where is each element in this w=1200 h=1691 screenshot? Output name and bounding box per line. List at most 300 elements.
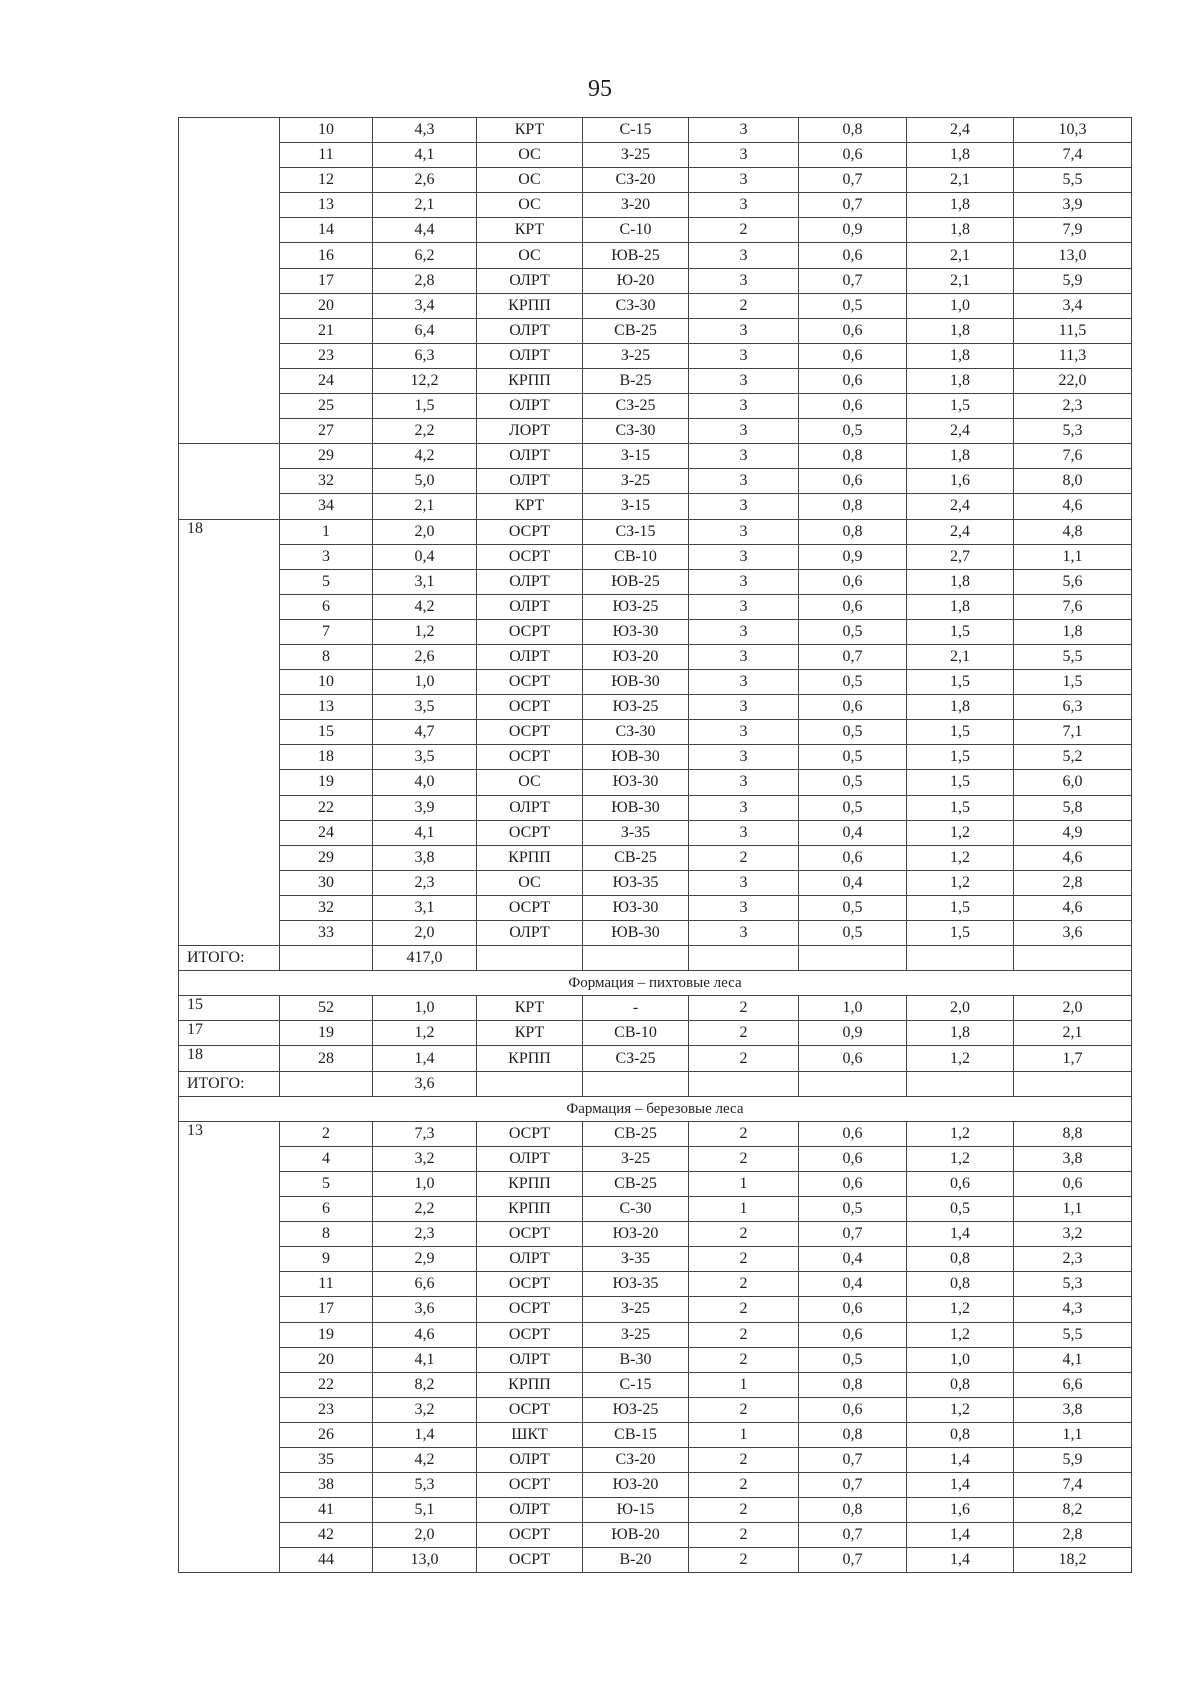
table-cell: 23 xyxy=(280,343,373,368)
table-cell: 1,5 xyxy=(907,795,1014,820)
total-row xyxy=(179,946,1132,971)
table-cell: ОСРТ xyxy=(477,1272,583,1297)
table-cell: 1,1 xyxy=(1014,544,1132,569)
table-cell: 0,7 xyxy=(799,1548,907,1573)
table-cell: 7,4 xyxy=(1014,1473,1132,1498)
table-cell: 1,2 xyxy=(907,1397,1014,1422)
table-cell: 5,3 xyxy=(1014,419,1132,444)
table-cell: 4,3 xyxy=(1014,1297,1132,1322)
table-cell: 4,0 xyxy=(373,770,477,795)
table-cell: 0,8 xyxy=(907,1422,1014,1447)
table-cell: 2,8 xyxy=(1014,870,1132,895)
table-cell: 32 xyxy=(280,895,373,920)
table-cell: 38 xyxy=(280,1473,373,1498)
table-row xyxy=(179,218,1132,243)
table-cell: 29 xyxy=(280,444,373,469)
table-cell: ОС xyxy=(477,770,583,795)
table-cell: 1,8 xyxy=(1014,619,1132,644)
table-cell: ЮЗ-30 xyxy=(583,619,689,644)
table-cell: ОСРТ xyxy=(477,544,583,569)
table-cell: 2,2 xyxy=(373,1197,477,1222)
table-cell: 5,9 xyxy=(1014,268,1132,293)
table-cell: 3 xyxy=(689,921,799,946)
table-cell: 3 xyxy=(689,670,799,695)
table-cell: 0,7 xyxy=(799,644,907,669)
table-cell: ОСРТ xyxy=(477,670,583,695)
table-cell: 27 xyxy=(280,419,373,444)
table-cell: 2 xyxy=(689,1222,799,1247)
table-cell: 12,2 xyxy=(373,368,477,393)
table-cell: 3 xyxy=(689,895,799,920)
table-cell: 0,4 xyxy=(373,544,477,569)
table-row xyxy=(179,469,1132,494)
table-cell: 8 xyxy=(280,1222,373,1247)
table-cell: ЮВ-30 xyxy=(583,670,689,695)
table-cell: 4 xyxy=(280,1146,373,1171)
quarter-cell xyxy=(179,444,280,519)
table-cell: СВ-25 xyxy=(583,845,689,870)
total-empty-cell xyxy=(799,946,907,971)
table-cell: З-35 xyxy=(583,1247,689,1272)
table-cell: 4,8 xyxy=(1014,519,1132,544)
table-cell: 3,5 xyxy=(373,695,477,720)
total-empty-cell xyxy=(280,946,373,971)
table-cell: 1,5 xyxy=(907,670,1014,695)
table-row xyxy=(179,1171,1132,1196)
table-cell: 1,5 xyxy=(907,720,1014,745)
table-cell: 2 xyxy=(689,1397,799,1422)
table-cell: СЗ-20 xyxy=(583,168,689,193)
total-row xyxy=(179,1071,1132,1096)
table-cell: 0,9 xyxy=(799,544,907,569)
table-cell: 8,8 xyxy=(1014,1121,1132,1146)
table-cell: 3,5 xyxy=(373,745,477,770)
total-empty-cell xyxy=(1014,946,1132,971)
table-cell: 4,2 xyxy=(373,1447,477,1472)
quarter-cell: 13 xyxy=(179,1121,280,1573)
table-cell: 1,5 xyxy=(907,921,1014,946)
table-row xyxy=(179,168,1132,193)
table-cell: 14 xyxy=(280,218,373,243)
table-cell: 8,2 xyxy=(373,1372,477,1397)
table-cell: 0,8 xyxy=(799,494,907,519)
table-cell: 2,1 xyxy=(907,268,1014,293)
table-cell: ЮЗ-25 xyxy=(583,695,689,720)
table-row xyxy=(179,1397,1132,1422)
table-cell: 3,2 xyxy=(1014,1222,1132,1247)
total-value: 417,0 xyxy=(373,946,477,971)
table-cell: 0,5 xyxy=(907,1197,1014,1222)
table-row xyxy=(179,644,1132,669)
table-cell: ОЛРТ xyxy=(477,444,583,469)
table-cell: 4,1 xyxy=(373,1347,477,1372)
table-cell: В-20 xyxy=(583,1548,689,1573)
table-cell: 3,1 xyxy=(373,895,477,920)
table-cell: З-25 xyxy=(583,469,689,494)
table-cell: 2 xyxy=(689,1046,799,1071)
table-cell: 0,7 xyxy=(799,1523,907,1548)
table-cell: 1,6 xyxy=(907,469,1014,494)
table-cell: 25 xyxy=(280,394,373,419)
table-cell: 5,0 xyxy=(373,469,477,494)
table-cell: 12 xyxy=(280,168,373,193)
table-cell: 2,6 xyxy=(373,168,477,193)
table-row xyxy=(179,1548,1132,1573)
table-cell: ЮВ-30 xyxy=(583,795,689,820)
table-cell: 3 xyxy=(689,795,799,820)
table-cell: 2,4 xyxy=(907,494,1014,519)
table-cell: 2,1 xyxy=(373,494,477,519)
table-cell: 3 xyxy=(689,318,799,343)
table-cell: ОСРТ xyxy=(477,1297,583,1322)
table-cell: 0,7 xyxy=(799,1222,907,1247)
table-cell: 28 xyxy=(280,1046,373,1071)
table-cell: 2,1 xyxy=(907,168,1014,193)
table-row xyxy=(179,1021,1132,1046)
table-cell: 1 xyxy=(689,1372,799,1397)
table-cell: ОС xyxy=(477,168,583,193)
table-cell: ЮЗ-20 xyxy=(583,1222,689,1247)
table-cell: 11,5 xyxy=(1014,318,1132,343)
table-cell: 8 xyxy=(280,644,373,669)
table-cell: ОЛРТ xyxy=(477,343,583,368)
table-cell: 1,6 xyxy=(907,1498,1014,1523)
table-cell: 7,1 xyxy=(1014,720,1132,745)
table-cell: 3,9 xyxy=(1014,193,1132,218)
table-cell: 2,4 xyxy=(907,519,1014,544)
table-cell: 1,2 xyxy=(907,1297,1014,1322)
table-row xyxy=(179,1422,1132,1447)
total-empty-cell xyxy=(477,1071,583,1096)
table-cell: 0,8 xyxy=(799,444,907,469)
table-cell: 4,9 xyxy=(1014,820,1132,845)
table-cell: 0,8 xyxy=(799,519,907,544)
table-cell: 7,9 xyxy=(1014,218,1132,243)
table-row xyxy=(179,695,1132,720)
table-cell: СВ-25 xyxy=(583,1171,689,1196)
table-cell: 0,5 xyxy=(799,619,907,644)
table-cell: КРТ xyxy=(477,494,583,519)
table-cell: 2,6 xyxy=(373,644,477,669)
table-cell: 0,5 xyxy=(799,895,907,920)
table-cell: ОЛРТ xyxy=(477,1247,583,1272)
table-cell: 2,8 xyxy=(373,268,477,293)
page-number: 95 xyxy=(588,76,612,102)
table-cell: 44 xyxy=(280,1548,373,1573)
table-cell: З-25 xyxy=(583,1297,689,1322)
table-cell: С-15 xyxy=(583,118,689,143)
table-cell: 35 xyxy=(280,1447,373,1472)
table-cell: 0,8 xyxy=(799,1498,907,1523)
table-cell: 7,6 xyxy=(1014,594,1132,619)
forest-data-table xyxy=(178,117,1132,1573)
table-cell: 2,8 xyxy=(1014,1523,1132,1548)
total-empty-cell xyxy=(907,946,1014,971)
table-cell: 1,4 xyxy=(373,1422,477,1447)
table-cell: ОСРТ xyxy=(477,745,583,770)
table-row xyxy=(179,1146,1132,1171)
table-cell: 1,8 xyxy=(907,1021,1014,1046)
table-cell: 3 xyxy=(689,770,799,795)
table-cell: СВ-10 xyxy=(583,1021,689,1046)
table-cell: З-15 xyxy=(583,494,689,519)
table-cell: 0,5 xyxy=(799,795,907,820)
table-cell: КРПП xyxy=(477,368,583,393)
table-cell: 3 xyxy=(689,193,799,218)
table-cell: 5,6 xyxy=(1014,569,1132,594)
table-cell: 1 xyxy=(689,1197,799,1222)
table-row xyxy=(179,569,1132,594)
table-cell: 1,0 xyxy=(799,996,907,1021)
table-cell: ОСРТ xyxy=(477,1523,583,1548)
table-cell: 0,4 xyxy=(799,870,907,895)
table-cell: 4,7 xyxy=(373,720,477,745)
table-cell: 3,8 xyxy=(1014,1146,1132,1171)
table-cell: КРПП xyxy=(477,293,583,318)
table-cell: 0,5 xyxy=(799,1197,907,1222)
table-cell: 0,6 xyxy=(799,1297,907,1322)
table-cell: 15 xyxy=(280,720,373,745)
table-cell: 5 xyxy=(280,569,373,594)
table-cell: 1,4 xyxy=(907,1548,1014,1573)
table-cell: 0,4 xyxy=(799,820,907,845)
table-cell: 0,6 xyxy=(799,594,907,619)
table-cell: 29 xyxy=(280,845,373,870)
table-cell: 1,8 xyxy=(907,318,1014,343)
table-cell: С-15 xyxy=(583,1372,689,1397)
quarter-cell: 15 xyxy=(179,996,280,1021)
table-cell: 13 xyxy=(280,193,373,218)
table-row xyxy=(179,243,1132,268)
table-cell: 0,6 xyxy=(799,394,907,419)
table-cell: 2 xyxy=(689,1297,799,1322)
table-cell: 3 xyxy=(689,594,799,619)
table-cell: 3,9 xyxy=(373,795,477,820)
table-cell: КРПП xyxy=(477,845,583,870)
table-cell: 0,8 xyxy=(907,1247,1014,1272)
table-cell: 5,5 xyxy=(1014,1322,1132,1347)
table-cell: 7,3 xyxy=(373,1121,477,1146)
table-cell: ОЛРТ xyxy=(477,1447,583,1472)
table-cell: 2 xyxy=(689,1473,799,1498)
table-cell: 9 xyxy=(280,1247,373,1272)
table-cell: 41 xyxy=(280,1498,373,1523)
table-cell: ЮЗ-30 xyxy=(583,895,689,920)
table-cell: 2 xyxy=(689,1548,799,1573)
table-cell: 0,6 xyxy=(907,1171,1014,1196)
table-cell: 4,6 xyxy=(1014,494,1132,519)
table-cell: ОЛРТ xyxy=(477,921,583,946)
table-cell: 3,8 xyxy=(373,845,477,870)
table-cell: 0,8 xyxy=(799,118,907,143)
table-cell: КРТ xyxy=(477,218,583,243)
table-cell: 0,6 xyxy=(799,469,907,494)
table-cell: 0,5 xyxy=(799,720,907,745)
table-cell: 18,2 xyxy=(1014,1548,1132,1573)
table-cell: 6,3 xyxy=(373,343,477,368)
table-cell: 19 xyxy=(280,1322,373,1347)
table-cell: 3 xyxy=(280,544,373,569)
table-cell: 0,7 xyxy=(799,168,907,193)
table-cell: 3 xyxy=(689,870,799,895)
table-cell: 4,1 xyxy=(373,820,477,845)
table-cell: 3,6 xyxy=(1014,921,1132,946)
total-empty-cell xyxy=(583,1071,689,1096)
table-cell: 22 xyxy=(280,1372,373,1397)
table-cell: 1,8 xyxy=(907,695,1014,720)
table-cell: 2,4 xyxy=(907,118,1014,143)
table-cell: 5,8 xyxy=(1014,795,1132,820)
table-cell: 0,5 xyxy=(799,770,907,795)
table-cell: ОСРТ xyxy=(477,895,583,920)
table-cell: 13,0 xyxy=(1014,243,1132,268)
table-cell: 1,2 xyxy=(907,1121,1014,1146)
table-cell: 0,6 xyxy=(799,1121,907,1146)
table-cell: СВ-15 xyxy=(583,1422,689,1447)
table-cell: 1,8 xyxy=(907,594,1014,619)
table-cell: 3,4 xyxy=(373,293,477,318)
table-cell: - xyxy=(583,996,689,1021)
table-cell: 5,9 xyxy=(1014,1447,1132,1472)
table-cell: 0,5 xyxy=(799,419,907,444)
table-cell: 3,1 xyxy=(373,569,477,594)
table-row xyxy=(179,1473,1132,1498)
table-cell: 6,2 xyxy=(373,243,477,268)
table-cell: 0,6 xyxy=(799,243,907,268)
table-row xyxy=(179,1121,1132,1146)
table-cell: 4,3 xyxy=(373,118,477,143)
table-cell: З-35 xyxy=(583,820,689,845)
table-cell: 1,2 xyxy=(907,845,1014,870)
table-cell: 1,5 xyxy=(907,895,1014,920)
table-cell: 3 xyxy=(689,143,799,168)
table-cell: ОС xyxy=(477,243,583,268)
table-cell: 2,0 xyxy=(373,519,477,544)
table-cell: 24 xyxy=(280,368,373,393)
table-cell: 1,5 xyxy=(373,394,477,419)
table-cell: 0,6 xyxy=(799,318,907,343)
table-cell: ОС xyxy=(477,870,583,895)
table-cell: 2,0 xyxy=(373,921,477,946)
table-row xyxy=(179,394,1132,419)
table-row xyxy=(179,745,1132,770)
table-cell: ЮЗ-25 xyxy=(583,1397,689,1422)
table-cell: 2,9 xyxy=(373,1247,477,1272)
table-row xyxy=(179,1447,1132,1472)
table-row xyxy=(179,619,1132,644)
table-cell: 3 xyxy=(689,368,799,393)
table-cell: ОЛРТ xyxy=(477,1146,583,1171)
table-cell: КРПП xyxy=(477,1197,583,1222)
table-cell: 6,3 xyxy=(1014,695,1132,720)
table-cell: ОСРТ xyxy=(477,1473,583,1498)
table-cell: ОСРТ xyxy=(477,695,583,720)
table-row xyxy=(179,1247,1132,1272)
table-cell: 2,0 xyxy=(1014,996,1132,1021)
table-cell: 2,2 xyxy=(373,419,477,444)
table-cell: 0,5 xyxy=(799,921,907,946)
table-cell: 0,6 xyxy=(799,143,907,168)
table-cell: 0,5 xyxy=(799,293,907,318)
table-cell: КРТ xyxy=(477,996,583,1021)
table-cell: 1,1 xyxy=(1014,1197,1132,1222)
table-cell: КРПП xyxy=(477,1171,583,1196)
table-cell: З-25 xyxy=(583,1322,689,1347)
table-cell: ЮЗ-25 xyxy=(583,594,689,619)
table-cell: 3 xyxy=(689,644,799,669)
table-cell: 3 xyxy=(689,544,799,569)
table-cell: ОСРТ xyxy=(477,619,583,644)
table-row xyxy=(179,143,1132,168)
table-cell: 3 xyxy=(689,695,799,720)
table-cell: 0,6 xyxy=(799,1171,907,1196)
table-cell: СЗ-30 xyxy=(583,720,689,745)
table-cell: СЗ-30 xyxy=(583,293,689,318)
table-body xyxy=(179,118,1132,1573)
table-row xyxy=(179,795,1132,820)
table-cell: 5,2 xyxy=(1014,745,1132,770)
table-cell: 2,1 xyxy=(373,193,477,218)
table-row xyxy=(179,1272,1132,1297)
table-cell: 6,6 xyxy=(1014,1372,1132,1397)
table-cell: 3 xyxy=(689,168,799,193)
table-cell: 2,0 xyxy=(907,996,1014,1021)
table-cell: 1,5 xyxy=(1014,670,1132,695)
table-cell: 18 xyxy=(280,745,373,770)
table-cell: 1,8 xyxy=(907,218,1014,243)
table-row xyxy=(179,419,1132,444)
table-row xyxy=(179,1297,1132,1322)
table-cell: ШКТ xyxy=(477,1422,583,1447)
table-cell: 10,3 xyxy=(1014,118,1132,143)
table-cell: 2,4 xyxy=(907,419,1014,444)
quarter-cell xyxy=(179,118,280,444)
table-cell: 17 xyxy=(280,268,373,293)
formation-row xyxy=(179,971,1132,996)
table-cell: 2,1 xyxy=(907,644,1014,669)
table-cell: 1,7 xyxy=(1014,1046,1132,1071)
table-row xyxy=(179,494,1132,519)
table-cell: 8,0 xyxy=(1014,469,1132,494)
table-cell: 2,1 xyxy=(907,243,1014,268)
table-cell: 1,8 xyxy=(907,193,1014,218)
total-empty-cell xyxy=(799,1071,907,1096)
table-cell: 4,1 xyxy=(373,143,477,168)
table-cell: З-15 xyxy=(583,444,689,469)
table-cell: 2 xyxy=(689,1146,799,1171)
table-cell: 0,6 xyxy=(1014,1171,1132,1196)
table-cell: ОСРТ xyxy=(477,519,583,544)
table-cell: 6,6 xyxy=(373,1272,477,1297)
table-cell: 2 xyxy=(689,1021,799,1046)
table-cell: 0,4 xyxy=(799,1272,907,1297)
table-cell: 3,6 xyxy=(373,1297,477,1322)
table-cell: 6 xyxy=(280,594,373,619)
table-cell: КРПП xyxy=(477,1372,583,1397)
table-cell: 1,2 xyxy=(373,1021,477,1046)
table-row xyxy=(179,1046,1132,1071)
table-cell: 0,6 xyxy=(799,343,907,368)
table-cell: 52 xyxy=(280,996,373,1021)
table-cell: 1,0 xyxy=(907,1347,1014,1372)
table-cell: 0,8 xyxy=(799,1422,907,1447)
table-cell: 1 xyxy=(689,1422,799,1447)
table-cell: ЮВ-25 xyxy=(583,243,689,268)
table-cell: 2 xyxy=(689,1247,799,1272)
table-cell: ОСРТ xyxy=(477,1222,583,1247)
table-cell: 4,1 xyxy=(1014,1347,1132,1372)
table-cell: 2 xyxy=(689,845,799,870)
